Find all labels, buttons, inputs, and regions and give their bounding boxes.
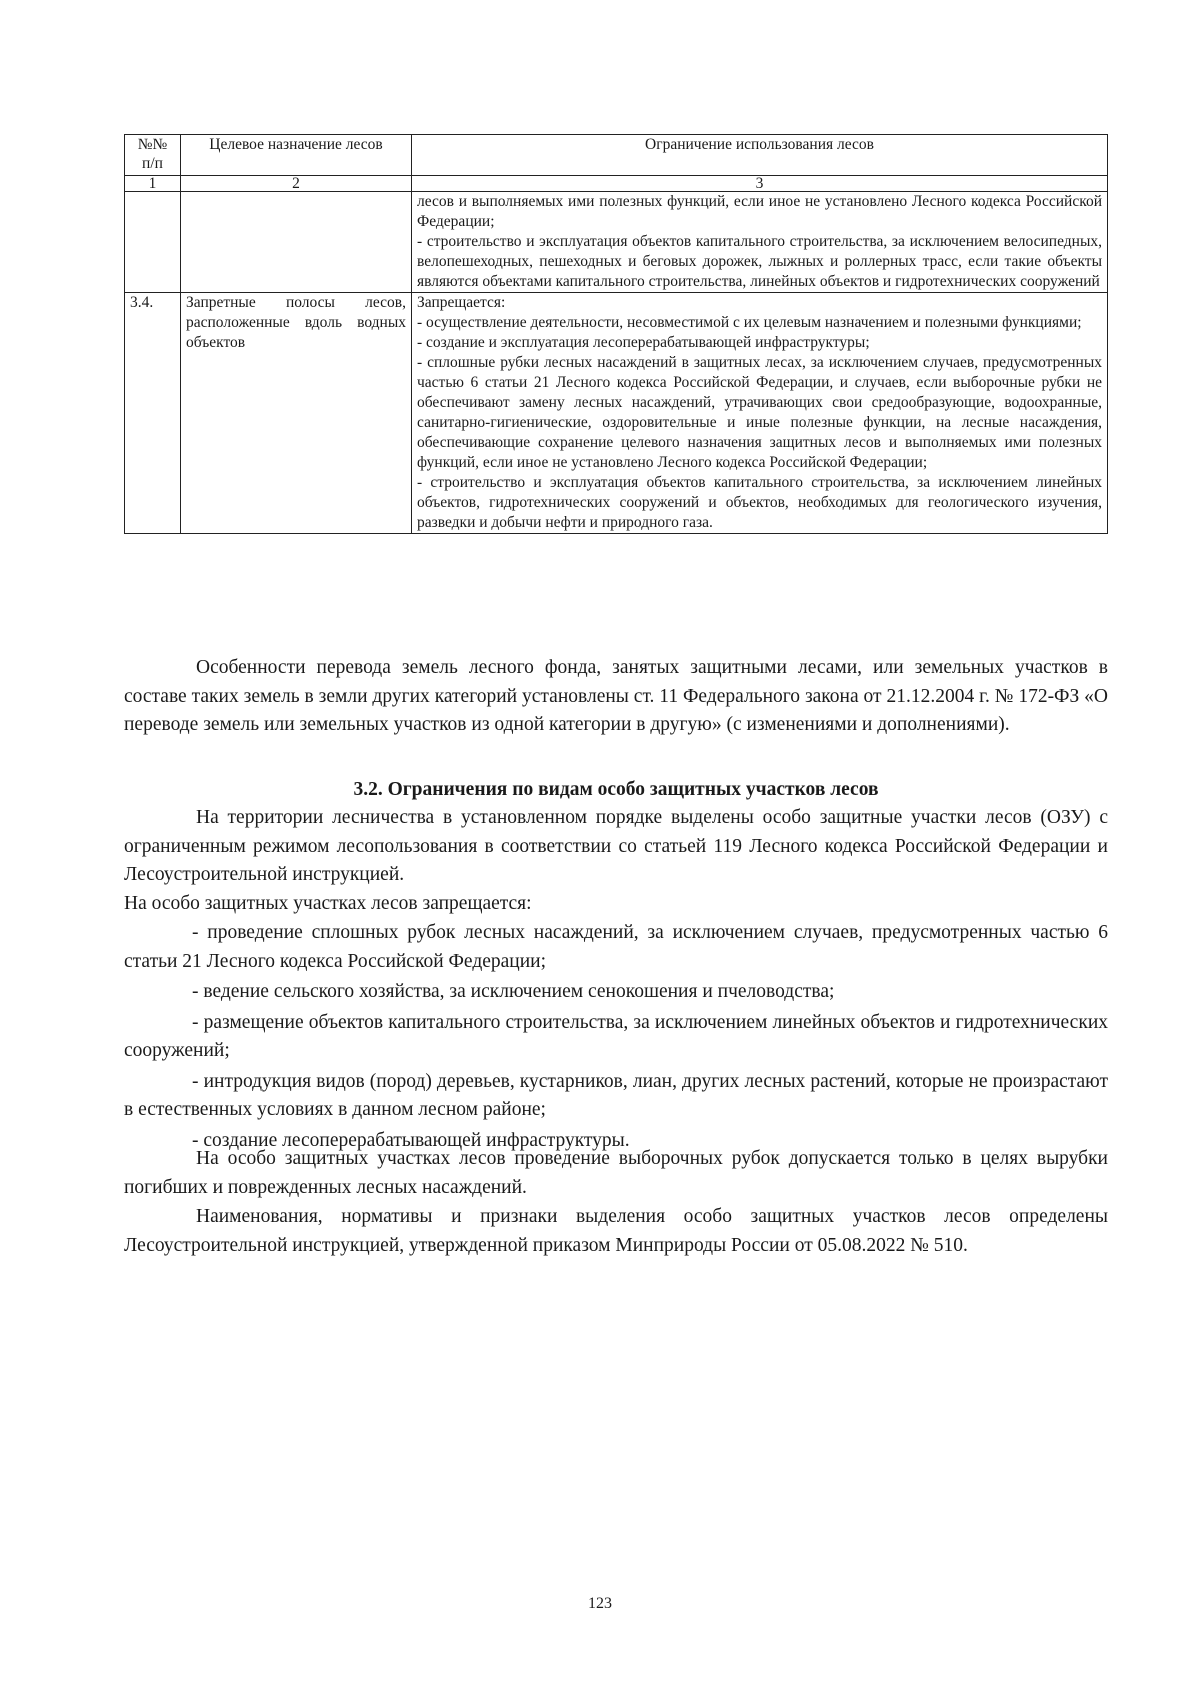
header-purpose: Целевое назначение лесов xyxy=(181,135,412,176)
row-purpose: Запретные полосы лесов, расположенные вдоль водных объектов xyxy=(181,293,412,534)
table-header-row xyxy=(125,135,1108,176)
list-item: - ведение сельского хозяйства, за исключением сенокошения и пчеловодства; xyxy=(192,981,835,1002)
row-number xyxy=(125,192,181,293)
bullet-list xyxy=(124,919,1108,1155)
list-item: - создание лесоперерабатывающей инфраструктуры. xyxy=(192,1129,630,1151)
cell-paragraph: - создание и эксплуатация лесоперерабатывающей инфраструктуры; xyxy=(417,334,870,351)
paragraph-selective-cutting: На особо защитных участках лесов проведение выборочных рубок допускается только в целях вырубки погибших и поврежденных лесных насаждений. xyxy=(124,1148,1108,1198)
header-restriction: Ограничение использования лесов xyxy=(412,135,1108,176)
table-row xyxy=(125,293,1108,534)
paragraph-transfer: Особенности перевода земель лесного фонда, занятых защитными лесами, или земельных участков в составе таких земель в земли других категорий установлены ст. 11 Федерального закона от 21.12.2004 г. № 172-ФЗ «О переводе земель или земельных участков из одной категории в другую» (с изменениями и дополнениями). xyxy=(124,657,1108,735)
row-purpose xyxy=(181,192,412,293)
column-number-3: 3 xyxy=(412,176,1108,192)
cell-paragraph: лесов и выполняемых ими полезных функций, если иное не установлено Лесного кодекса Российской Федерации; xyxy=(417,193,1102,230)
cell-paragraph: - строительство и эксплуатация объектов капитального строительства, за исключением велосипедных, велопешеходных, пешеходных и беговых дорожек, лыжных и роллерных трасс, если такие объекты являются объектами капитального строительства, линейных объектов и гидротехнических сооружений xyxy=(417,233,1102,290)
column-number-row xyxy=(125,176,1108,192)
row-number: 3.4. xyxy=(125,293,181,534)
paragraph-ozu: На территории лесничества в установленном порядке выделены особо защитные участки лесов (ОЗУ) с ограниченным режимом лесопользования в соответствии со статьей 119 Лесного кодекса Российской Федерации и Лесоустроительной инструкцией. xyxy=(124,807,1108,885)
cell-paragraph: Запрещается: xyxy=(417,294,506,311)
list-item: - проведение сплошных рубок лесных насаждений, за исключением случаев, предусмотренных частью 6 статьи 21 Лесного кодекса Российской Федерации; xyxy=(124,922,1108,972)
prohibited-intro: На особо защитных участках лесов запрещается: xyxy=(124,893,532,914)
restrictions-table xyxy=(124,134,1108,534)
cell-paragraph: - сплошные рубки лесных насаждений в защитных лесах, за исключением случаев, предусмотренных частью 6 статьи 21 Лесного кодекса Российской Федерации, и случаев, если выборочные рубки не обеспечивают замену лесных насаждений, утрачивающих свои средообразующие, водоохранные, санитарно-гигиенические, оздоровительные и иные полезные функции, на лесные насаждения, обеспечивающие сохранение целевого назначения защитных лесов и выполняемых ими полезных функций, если иное не установлено Лесного кодекса Российской Федерации; xyxy=(417,354,1102,471)
list-item: - интродукция видов (пород) деревьев, кустарников, лиан, других лесных растений, которые не произрастают в естественных условиях в данном лесном районе; xyxy=(124,1070,1108,1120)
column-number-2: 2 xyxy=(181,176,412,192)
column-number-1: 1 xyxy=(125,176,181,192)
list-item: - размещение объектов капитального строительства, за исключением линейных объектов и гидротехнических сооружений; xyxy=(124,1011,1108,1061)
cell-paragraph: - осуществление деятельности, несовместимой с их целевым назначением и полезными функциями; xyxy=(417,314,1082,331)
row-restriction xyxy=(412,293,1108,534)
header-number: №№ п/п xyxy=(125,135,181,176)
cell-paragraph: - строительство и эксплуатация объектов капитального строительства, за исключением линейных объектов, гидротехнических сооружений и объектов, необходимых для геологического изучения, разведки и добычи нефти и природного газа. xyxy=(417,474,1102,531)
table-row xyxy=(125,192,1108,293)
section-heading: 3.2. Ограничения по видам особо защитных участков лесов xyxy=(353,779,879,800)
row-restriction xyxy=(412,192,1108,293)
page-number: 123 xyxy=(588,1595,612,1612)
paragraph-names-norms: Наименования, нормативы и признаки выделения особо защитных участков лесов определены Лесоустроительной инструкцией, утвержденной приказом Минприроды России от 05.08.2022 № 510. xyxy=(124,1206,1108,1256)
